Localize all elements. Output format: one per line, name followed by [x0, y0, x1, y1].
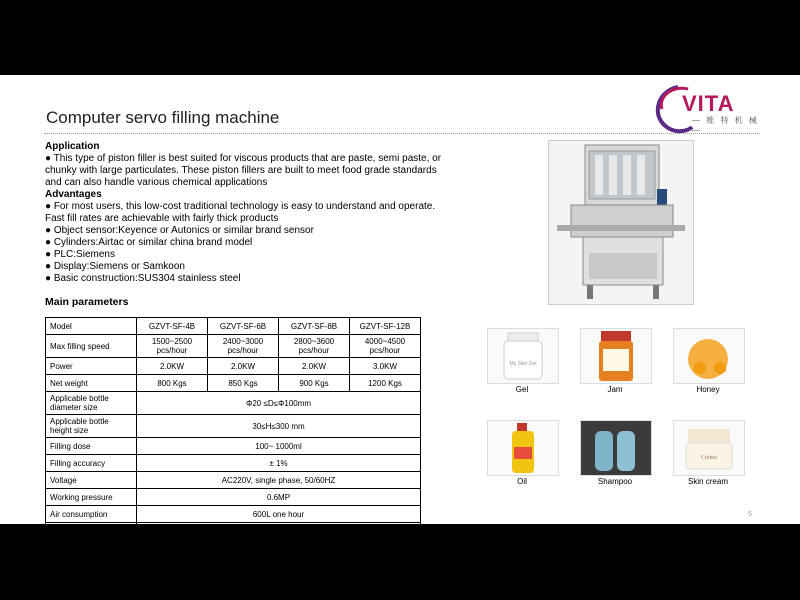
table-row: [46, 506, 421, 523]
table-cell: 600L one hour: [137, 506, 421, 523]
page-title: Computer servo filling machine: [46, 108, 280, 127]
logo-subtitle: — 维 特 机 械 —: [692, 116, 759, 135]
table-row-label: Filling accuracy: [46, 455, 137, 472]
product-caption: Skin cream: [687, 477, 728, 486]
table-cell: Φ20 ≤D≤Φ100mm: [137, 392, 421, 415]
advantages-line: ● Basic construction:SUS304 stainless steel: [45, 273, 241, 284]
table-row: [46, 415, 421, 438]
table-row-label: Power: [46, 358, 137, 375]
table-row-label: Applicable bottle diameter size: [46, 392, 137, 415]
table-header-cell: GZVT-SF-8B: [279, 318, 350, 335]
table-row-label: Filling dose: [46, 438, 137, 455]
table-cell: 850 Kgs: [208, 375, 279, 392]
shampoo-bottle-icon: [580, 420, 652, 476]
params-heading: Main parameters: [45, 296, 129, 308]
product-caption: Jam: [607, 385, 623, 394]
table-row: [46, 318, 421, 335]
description-block: [45, 141, 455, 285]
product-caption: Shampoo: [597, 477, 633, 486]
filling-machine-icon: [549, 141, 693, 304]
table-cell: 2.0KW: [279, 358, 350, 375]
advantages-line: ● Object sensor:Keyence or Autonics or similar brand sensor: [45, 225, 314, 236]
product-gel: [487, 328, 557, 394]
application-line: and can also handle various chemical applications: [45, 177, 268, 188]
table-cell: AC220V, single phase, 50/60HZ: [137, 472, 421, 489]
table-row: [46, 472, 421, 489]
table-row-label: Machine size(L*W*H): [46, 523, 137, 540]
product-jam: [580, 328, 650, 394]
table-row-label: Model: [46, 318, 137, 335]
page-number: 5: [748, 511, 752, 518]
product-skin-cream: [673, 420, 743, 486]
product-caption: Honey: [696, 385, 720, 394]
table-row-label: Voltage: [46, 472, 137, 489]
advantages-line: Fast fill rates are achievable with fairly thick products: [45, 213, 279, 224]
table-cell: 2.0KW: [137, 358, 208, 375]
vita-logo: [648, 79, 763, 137]
gel-jar-icon: [487, 328, 559, 384]
table-cell: 100~ 1000ml: [137, 438, 421, 455]
table-cell: 1200 Kgs: [350, 375, 421, 392]
table-cell: 2400~3000 pcs/hour: [208, 335, 279, 358]
slide: [0, 75, 800, 536]
table-cell: 30≤H≤300 mm: [137, 415, 421, 438]
table-header-cell: GZVT-SF-12B: [350, 318, 421, 335]
application-line: chunky with large particulates. These piston fillers are built to meet food grade standards: [45, 165, 437, 176]
table-row: [46, 455, 421, 472]
product-samples: [473, 316, 759, 494]
advantages-line: ● For most users, this low-cost traditional technology is easy to understand and operate.: [45, 201, 436, 212]
table-cell: 900 Kgs: [279, 375, 350, 392]
table-row: [46, 335, 421, 358]
table-row-label: Net weight: [46, 375, 137, 392]
jam-jar-icon: [580, 328, 652, 384]
table-row: [46, 523, 421, 540]
table-row: [46, 375, 421, 392]
table-header-cell: GZVT-SF-6B: [208, 318, 279, 335]
application-heading: Application: [45, 141, 100, 152]
table-cell: ± 1%: [137, 455, 421, 472]
advantages-line: ● PLC:Siemens: [45, 249, 115, 260]
cream-jar-label: Crème: [701, 455, 717, 461]
table-cell: 0.6MP: [137, 489, 421, 506]
table-cell: 1500~2500 pcs/hour: [137, 335, 208, 358]
table-row-label: Air consumption: [46, 506, 137, 523]
advantages-line: ● Cylinders:Airtac or similar china brand model: [45, 237, 253, 248]
gel-jar-label: My Skin Gel: [509, 361, 537, 367]
table-row-label: Max filling speed: [46, 335, 137, 358]
table-cell: 2000*1200*2250mm: [137, 523, 421, 540]
table-row: [46, 438, 421, 455]
table-row: [46, 392, 421, 415]
table-cell: 2800~3600 pcs/hour: [279, 335, 350, 358]
table-cell: 2.0KW: [208, 358, 279, 375]
advantages-line: ● Display:Siemens or Samkoon: [45, 261, 185, 272]
application-line: ● This type of piston filler is best suited for viscous products that are paste, semi paste, or: [45, 153, 442, 164]
table-cell: 3.0KW: [350, 358, 421, 375]
product-shampoo: [580, 420, 650, 486]
logo-text: VITA: [682, 91, 735, 116]
oil-bottle-icon: [487, 420, 559, 476]
table-row: [46, 358, 421, 375]
table-cell: 800 Kgs: [137, 375, 208, 392]
table-row-label: Applicable bottle height size: [46, 415, 137, 438]
honey-icon: [673, 328, 745, 384]
table-row-label: Working pressure: [46, 489, 137, 506]
product-oil: [487, 420, 557, 486]
cream-jar-icon: [673, 420, 745, 476]
product-caption: Gel: [515, 385, 529, 394]
table-cell: 4000~4500 pcs/hour: [350, 335, 421, 358]
table-header-cell: GZVT-SF-4B: [137, 318, 208, 335]
params-table: [45, 317, 421, 540]
product-caption: Oil: [517, 477, 527, 486]
product-honey: [673, 328, 743, 394]
table-row: [46, 489, 421, 506]
machine-photo: [548, 140, 694, 305]
advantages-heading: Advantages: [45, 189, 102, 200]
